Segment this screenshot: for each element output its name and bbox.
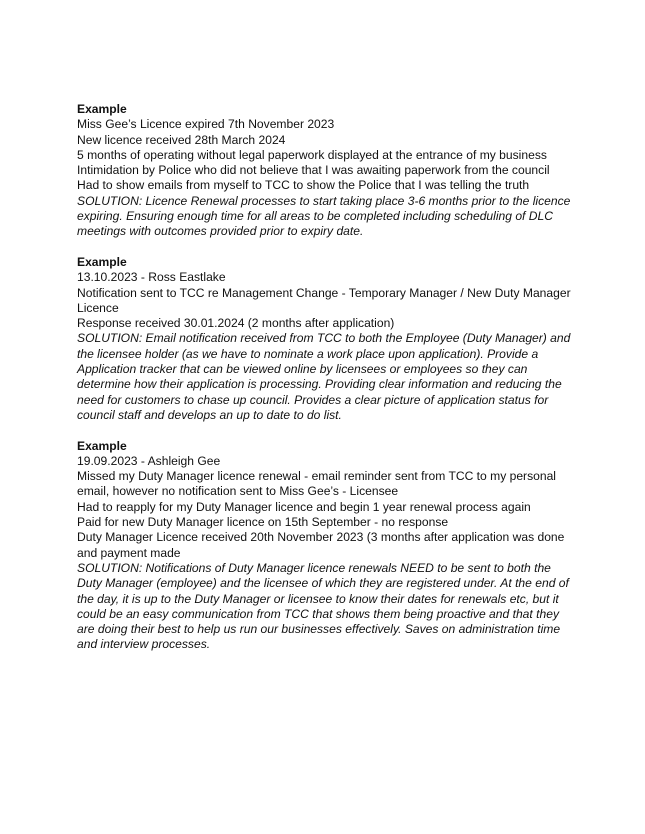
- document-page: [77, 102, 577, 668]
- solution-text: SOLUTION: Email notification received from TCC to both the Employee (Duty Manager) and the licensee holder (as we have to nominate a work place upon application). Provide a Application tracker that can be viewed online by licensees or employees so they can determine how their application is processing. Providing clear information and reducing the need for customers to chase up council. Provides a clear picture of application status for council staff and develops an up to date to do list.: [77, 331, 571, 422]
- text-line: Paid for new Duty Manager licence on 15th September - no response: [77, 515, 449, 530]
- text-line: Duty Manager Licence received 20th November 2023 (3 months after application was done and payment made: [77, 530, 565, 560]
- example-section-2: [77, 255, 577, 423]
- text-line: Missed my Duty Manager licence renewal - email reminder sent from TCC to my personal email, however no notification sent to Miss Gee’s - Licensee: [77, 469, 556, 499]
- text-line: 13.10.2023 - Ross Eastlake: [77, 270, 226, 285]
- section-heading: Example: [77, 102, 127, 116]
- text-line: Response received 30.01.2024 (2 months after application): [77, 316, 395, 331]
- section-heading: Example: [77, 254, 127, 269]
- section-heading: Example: [77, 438, 127, 453]
- text-line: Notification sent to TCC re Management Change - Temporary Manager / New Duty Manager Licence: [77, 285, 571, 315]
- text-line: 5 months of operating without legal paperwork displayed at the entrance of my business: [77, 147, 547, 162]
- example-section-1: [77, 102, 577, 240]
- solution-text: SOLUTION: Licence Renewal processes to start taking place 3-6 months prior to the licence expiring. Ensuring enough time for all areas to be completed including scheduling of DLC meetings with outcomes provided prior to expiry date.: [77, 193, 571, 239]
- text-line: Intimidation by Police who did not believe that I was awaiting paperwork from the council: [77, 163, 550, 178]
- text-line: Had to reapply for my Duty Manager licence and begin 1 year renewal process again: [77, 499, 531, 514]
- text-line: 19.09.2023 - Ashleigh Gee: [77, 453, 221, 468]
- example-section-3: [77, 439, 577, 653]
- text-line: New licence received 28th March 2024: [77, 132, 286, 147]
- solution-text: SOLUTION: Notifications of Duty Manager licence renewals NEED to be sent to both the Duty Manager (employee) and the licensee of which they are registered under. At the end of the day, it is up to the Duty Manager or licensee to know their dates for renewals etc, but it could be an easy communication from TCC that shows them being proactive and that they are doing their best to help us run our businesses effectively. Saves on administration time and interview processes.: [77, 560, 569, 652]
- text-line: Had to show emails from myself to TCC to show the Police that I was telling the truth: [77, 178, 530, 193]
- text-line: Miss Gee’s Licence expired 7th November 2023: [77, 117, 335, 132]
